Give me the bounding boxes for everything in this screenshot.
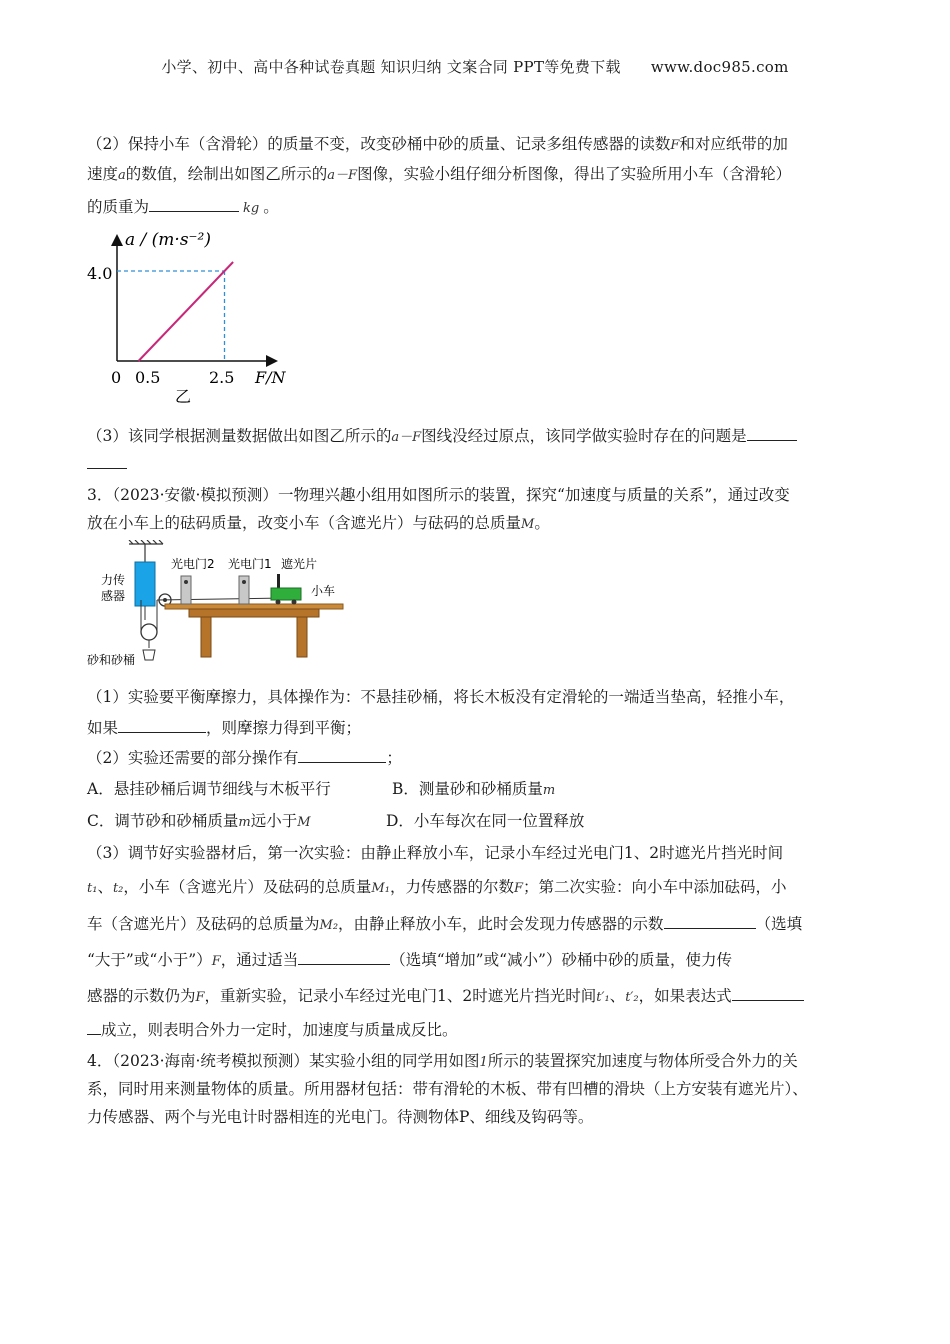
q3-part3-line2: t₁、t₂，小车（含遮光片）及砝码的总质量M₁，力传感器的尔数F；第二次实验：向小车中添加砝码，小 (87, 878, 787, 896)
q4-line1: 4．（2023·海南·统考模拟预测）某实验小组的同学用如图1所示的装置探究加速度与物体所受合外力的关 (87, 1052, 798, 1070)
header-url[interactable]: www.doc985.com (650, 58, 789, 76)
q3-part3-line3: 车（含遮光片）及砝码的总质量为M₂，由静止释放小车，此时会发现力传感器的示数 （选填 (87, 912, 802, 937)
q3-part2-line: （2）实验还需要的部分操作有 ； (87, 746, 402, 769)
answer-blank-friction[interactable] (118, 716, 206, 733)
label-sensor-2: 感器 (101, 589, 126, 603)
series-line-a-F (139, 262, 234, 361)
label-shade: 遮光片 (281, 557, 318, 571)
option-D[interactable]: D．小车每次在同一位置释放 (386, 812, 585, 830)
q3-line2: 放在小车上的砝码质量，改变小车（含遮光片）与砝码的总质量M。 (87, 514, 550, 532)
x-tick-label-0.5: 0.5 (135, 368, 161, 387)
force-sensor (135, 562, 155, 606)
q3-part3-line5: 感器的示数仍为F，重新实验，记录小车经过光电门1、2时遮光片挡光时间t′₁、t′₂，如果表达式 (87, 984, 804, 1009)
x-tick-label-0: 0 (111, 368, 122, 387)
q3-part3-line1: （3）调节好实验器材后，第一次实验：由静止释放小车，记录小车经过光电门1、2时遮光片挡光时间 (87, 844, 784, 862)
option-B[interactable]: B．测量砂和砂桶质量m (392, 780, 556, 798)
table-top (189, 609, 319, 617)
q2-part3-line1: （3）该同学根据测量数据做出如图乙所示的a－F图线没经过原点，该同学做实验时存在的问题是 (87, 424, 797, 449)
label-gate1: 光电门1 (228, 557, 272, 571)
answer-blank-expression-cont[interactable] (87, 1018, 101, 1035)
option-C[interactable]: C．调节砂和砂桶质量m远小于M (87, 812, 311, 830)
label-bucket: 砂和砂桶 (87, 653, 136, 667)
label-sensor-1: 力传 (101, 573, 126, 587)
cart (271, 588, 301, 600)
label-car: 小车 (311, 584, 336, 598)
answer-blank-operations[interactable] (298, 746, 386, 763)
answer-blank-problem[interactable] (747, 424, 797, 441)
q3-part1-line1: （1）实验要平衡摩擦力，具体操作为：不悬挂砂桶，将长木板没有定滑轮的一端适当垫高，轻推小车， (87, 688, 795, 706)
q3-part3-line6: 成立，则表明合外力一定时，加速度与质量成反比。 (87, 1018, 458, 1041)
q4-line3: 力传感器、两个与光电计时器相连的光电门。待测物体P、细线及钩码等。 (87, 1108, 594, 1126)
q2-part2-line3: 的质重为 kg 。 (87, 195, 279, 220)
label-gate2: 光电门2 (171, 557, 215, 571)
q3-part1-line2: 如果 ，则摩擦力得到平衡； (87, 716, 361, 739)
answer-blank-sensor-reading[interactable] (664, 912, 756, 929)
chart-title: 乙 (175, 387, 192, 406)
option-A[interactable]: A．悬挂砂桶后调节细线与木板平行 (87, 780, 331, 798)
movable-pulley (141, 624, 157, 640)
answer-blank-expression[interactable] (732, 984, 804, 1001)
a-F-graph (85, 225, 315, 410)
ceiling-mount (129, 540, 163, 562)
answer-blank-problem-cont[interactable] (87, 452, 127, 469)
apparatus-figure (85, 540, 355, 670)
y-tick-label: 4.0 (87, 264, 113, 283)
x-axis-label: F/N (255, 368, 286, 387)
shading-plate (277, 574, 280, 588)
q3-part3-line4: “大于”或“小于”）F，通过适当 （选填“增加”或“减小”）砂桶中砂的质量，使力传 (87, 948, 732, 973)
x-tick-label-2.5: 2.5 (209, 368, 235, 387)
q3-line1: 3．（2023·安徽·模拟预测）一物理兴趣小组用如图所示的装置，探究“加速度与质量的关系”，通过改变 (87, 486, 790, 504)
header-text: 小学、初中、高中各种试卷真题 知识归纳 文案合同 PPT等免费下载 (161, 58, 621, 76)
y-axis-label: a / (m·s⁻²) (125, 230, 211, 250)
q2-part2-line2: 速度a的数值，绘制出如图乙所示的a－F图像，实验小组仔细分析图像，得出了实验所用小车（含滑轮） (87, 165, 792, 183)
long-board (165, 604, 343, 609)
page-header (0, 56, 950, 77)
q4-line2: 系，同时用来测量物体的质量。所用器材包括：带有滑轮的木板、带有凹槽的滑块（上方安装有遮光片）、 (87, 1080, 808, 1098)
answer-blank-adjust-sand[interactable] (298, 948, 390, 965)
q2-part2-line1: （2）保持小车（含滑轮）的质量不变，改变砂桶中砂的质量、记录多组传感器的读数F和对应纸带的加 (87, 135, 788, 153)
sand-bucket (143, 650, 155, 660)
answer-blank-mass[interactable] (149, 195, 239, 212)
